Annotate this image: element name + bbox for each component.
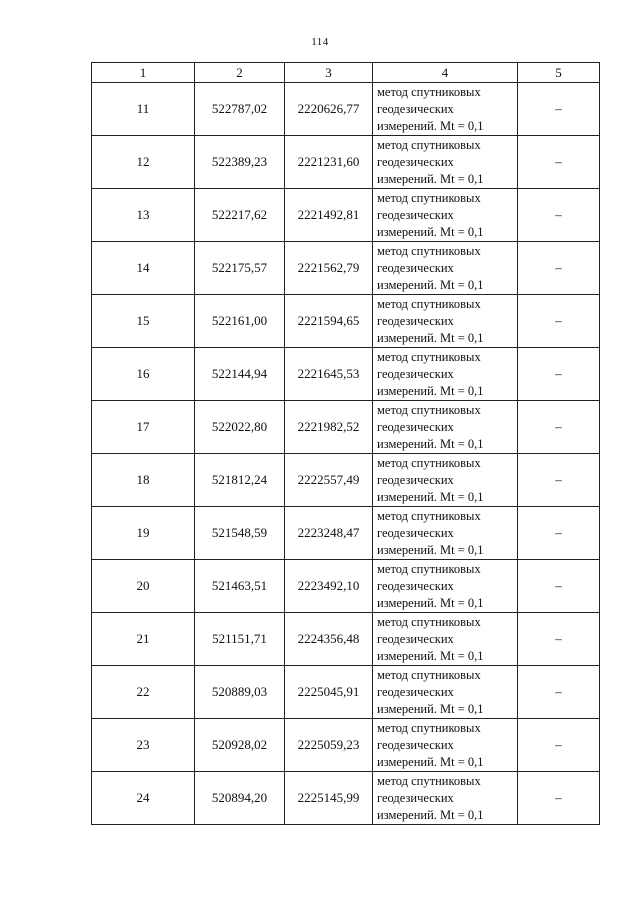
method-text-line: метод спутниковых bbox=[377, 614, 481, 629]
method-text-line: метод спутниковых bbox=[377, 190, 481, 205]
method-text-line: метод спутниковых bbox=[377, 137, 481, 152]
method-text-line: измерений. Mt = 0,1 bbox=[377, 224, 484, 239]
coordinate-y-cell: 2225145,99 bbox=[285, 772, 373, 825]
method-text-line: метод спутниковых bbox=[377, 455, 481, 470]
coordinate-y-cell: 2223492,10 bbox=[285, 560, 373, 613]
method-text-line: метод спутниковых bbox=[377, 296, 481, 311]
method-text-line: геодезических bbox=[377, 737, 454, 752]
method-text-line: метод спутниковых bbox=[377, 720, 481, 735]
method-text-line: измерений. Mt = 0,1 bbox=[377, 648, 484, 663]
header-col-1: 1 bbox=[92, 63, 195, 83]
method-cell bbox=[373, 560, 518, 613]
coordinate-x-cell: 522787,02 bbox=[195, 83, 285, 136]
point-number-cell: 11 bbox=[92, 83, 195, 136]
method-text-line: метод спутниковых bbox=[377, 773, 481, 788]
point-number-cell: 13 bbox=[92, 189, 195, 242]
method-cell bbox=[373, 83, 518, 136]
coordinate-y-cell: 2220626,77 bbox=[285, 83, 373, 136]
method-text-line: измерений. Mt = 0,1 bbox=[377, 330, 484, 345]
point-number-cell: 15 bbox=[92, 295, 195, 348]
note-cell: – bbox=[518, 348, 600, 401]
method-text-line: геодезических bbox=[377, 260, 454, 275]
coordinate-y-cell: 2221562,79 bbox=[285, 242, 373, 295]
method-text-line: измерений. Mt = 0,1 bbox=[377, 118, 484, 133]
method-text-line: геодезических bbox=[377, 154, 454, 169]
method-text-line: геодезических bbox=[377, 790, 454, 805]
method-text-line: измерений. Mt = 0,1 bbox=[377, 595, 484, 610]
method-text-line: геодезических bbox=[377, 366, 454, 381]
table-body bbox=[92, 83, 600, 825]
method-cell bbox=[373, 454, 518, 507]
page-number: 114 bbox=[311, 36, 329, 48]
method-cell bbox=[373, 507, 518, 560]
method-text-line: геодезических bbox=[377, 419, 454, 434]
note-cell: – bbox=[518, 454, 600, 507]
coordinate-x-cell: 521463,51 bbox=[195, 560, 285, 613]
coordinate-y-cell: 2221231,60 bbox=[285, 136, 373, 189]
coordinate-x-cell: 522217,62 bbox=[195, 189, 285, 242]
table-row bbox=[92, 136, 600, 189]
method-text-line: измерений. Mt = 0,1 bbox=[377, 383, 484, 398]
point-number-cell: 17 bbox=[92, 401, 195, 454]
point-number-cell: 14 bbox=[92, 242, 195, 295]
method-text-line: метод спутниковых bbox=[377, 667, 481, 682]
coordinate-y-cell: 2225059,23 bbox=[285, 719, 373, 772]
method-cell bbox=[373, 242, 518, 295]
method-text-line: метод спутниковых bbox=[377, 508, 481, 523]
method-text-line: геодезических bbox=[377, 101, 454, 116]
table-row bbox=[92, 295, 600, 348]
note-cell: – bbox=[518, 83, 600, 136]
method-text-line: измерений. Mt = 0,1 bbox=[377, 754, 484, 769]
table-row bbox=[92, 242, 600, 295]
point-number-cell: 23 bbox=[92, 719, 195, 772]
method-text-line: геодезических bbox=[377, 207, 454, 222]
header-col-4: 4 bbox=[373, 63, 518, 83]
header-col-5: 5 bbox=[518, 63, 600, 83]
coordinate-x-cell: 520894,20 bbox=[195, 772, 285, 825]
method-text-line: геодезических bbox=[377, 684, 454, 699]
method-text-line: метод спутниковых bbox=[377, 349, 481, 364]
coordinate-y-cell: 2221492,81 bbox=[285, 189, 373, 242]
method-cell bbox=[373, 719, 518, 772]
table-row bbox=[92, 507, 600, 560]
method-text-line: измерений. Mt = 0,1 bbox=[377, 277, 484, 292]
coordinate-y-cell: 2223248,47 bbox=[285, 507, 373, 560]
point-number-cell: 12 bbox=[92, 136, 195, 189]
note-cell: – bbox=[518, 189, 600, 242]
coordinate-x-cell: 521151,71 bbox=[195, 613, 285, 666]
point-number-cell: 22 bbox=[92, 666, 195, 719]
method-text-line: геодезических bbox=[377, 313, 454, 328]
coordinate-y-cell: 2225045,91 bbox=[285, 666, 373, 719]
method-text-line: измерений. Mt = 0,1 bbox=[377, 807, 484, 822]
table-row bbox=[92, 83, 600, 136]
note-cell: – bbox=[518, 560, 600, 613]
method-text-line: геодезических bbox=[377, 525, 454, 540]
table-row bbox=[92, 454, 600, 507]
method-cell bbox=[373, 136, 518, 189]
coordinate-x-cell: 522144,94 bbox=[195, 348, 285, 401]
note-cell: – bbox=[518, 401, 600, 454]
method-cell bbox=[373, 189, 518, 242]
method-text-line: измерений. Mt = 0,1 bbox=[377, 542, 484, 557]
coordinate-x-cell: 521812,24 bbox=[195, 454, 285, 507]
coordinate-y-cell: 2221594,65 bbox=[285, 295, 373, 348]
point-number-cell: 21 bbox=[92, 613, 195, 666]
table-row bbox=[92, 613, 600, 666]
table-row bbox=[92, 560, 600, 613]
method-text-line: метод спутниковых bbox=[377, 561, 481, 576]
method-text-line: метод спутниковых bbox=[377, 84, 481, 99]
table-row bbox=[92, 666, 600, 719]
method-text-line: геодезических bbox=[377, 578, 454, 593]
note-cell: – bbox=[518, 613, 600, 666]
coordinate-x-cell: 522175,57 bbox=[195, 242, 285, 295]
table-row bbox=[92, 348, 600, 401]
method-text-line: геодезических bbox=[377, 631, 454, 646]
note-cell: – bbox=[518, 719, 600, 772]
coordinate-x-cell: 522389,23 bbox=[195, 136, 285, 189]
method-cell bbox=[373, 401, 518, 454]
method-cell bbox=[373, 772, 518, 825]
method-text-line: метод спутниковых bbox=[377, 243, 481, 258]
note-cell: – bbox=[518, 772, 600, 825]
note-cell: – bbox=[518, 242, 600, 295]
point-number-cell: 19 bbox=[92, 507, 195, 560]
point-number-cell: 24 bbox=[92, 772, 195, 825]
table-row bbox=[92, 719, 600, 772]
coordinate-y-cell: 2224356,48 bbox=[285, 613, 373, 666]
coordinate-x-cell: 520928,02 bbox=[195, 719, 285, 772]
coordinate-y-cell: 2222557,49 bbox=[285, 454, 373, 507]
method-text-line: метод спутниковых bbox=[377, 402, 481, 417]
coordinate-x-cell: 522022,80 bbox=[195, 401, 285, 454]
method-text-line: измерений. Mt = 0,1 bbox=[377, 171, 484, 186]
note-cell: – bbox=[518, 295, 600, 348]
coordinate-x-cell: 522161,00 bbox=[195, 295, 285, 348]
note-cell: – bbox=[518, 666, 600, 719]
note-cell: – bbox=[518, 136, 600, 189]
note-cell: – bbox=[518, 507, 600, 560]
point-number-cell: 20 bbox=[92, 560, 195, 613]
header-col-2: 2 bbox=[195, 63, 285, 83]
method-text-line: измерений. Mt = 0,1 bbox=[377, 436, 484, 451]
method-cell bbox=[373, 666, 518, 719]
method-text-line: измерений. Mt = 0,1 bbox=[377, 489, 484, 504]
point-number-cell: 18 bbox=[92, 454, 195, 507]
point-number-cell: 16 bbox=[92, 348, 195, 401]
coordinate-x-cell: 520889,03 bbox=[195, 666, 285, 719]
method-cell bbox=[373, 613, 518, 666]
header-row bbox=[92, 63, 600, 83]
table-row bbox=[92, 772, 600, 825]
table-row bbox=[92, 189, 600, 242]
method-text-line: геодезических bbox=[377, 472, 454, 487]
method-cell bbox=[373, 295, 518, 348]
header-col-3: 3 bbox=[285, 63, 373, 83]
coordinate-x-cell: 521548,59 bbox=[195, 507, 285, 560]
table-header bbox=[92, 63, 600, 83]
method-text-line: измерений. Mt = 0,1 bbox=[377, 701, 484, 716]
method-cell bbox=[373, 348, 518, 401]
coordinates-table bbox=[91, 62, 600, 825]
coordinate-y-cell: 2221645,53 bbox=[285, 348, 373, 401]
coordinate-y-cell: 2221982,52 bbox=[285, 401, 373, 454]
table-row bbox=[92, 401, 600, 454]
